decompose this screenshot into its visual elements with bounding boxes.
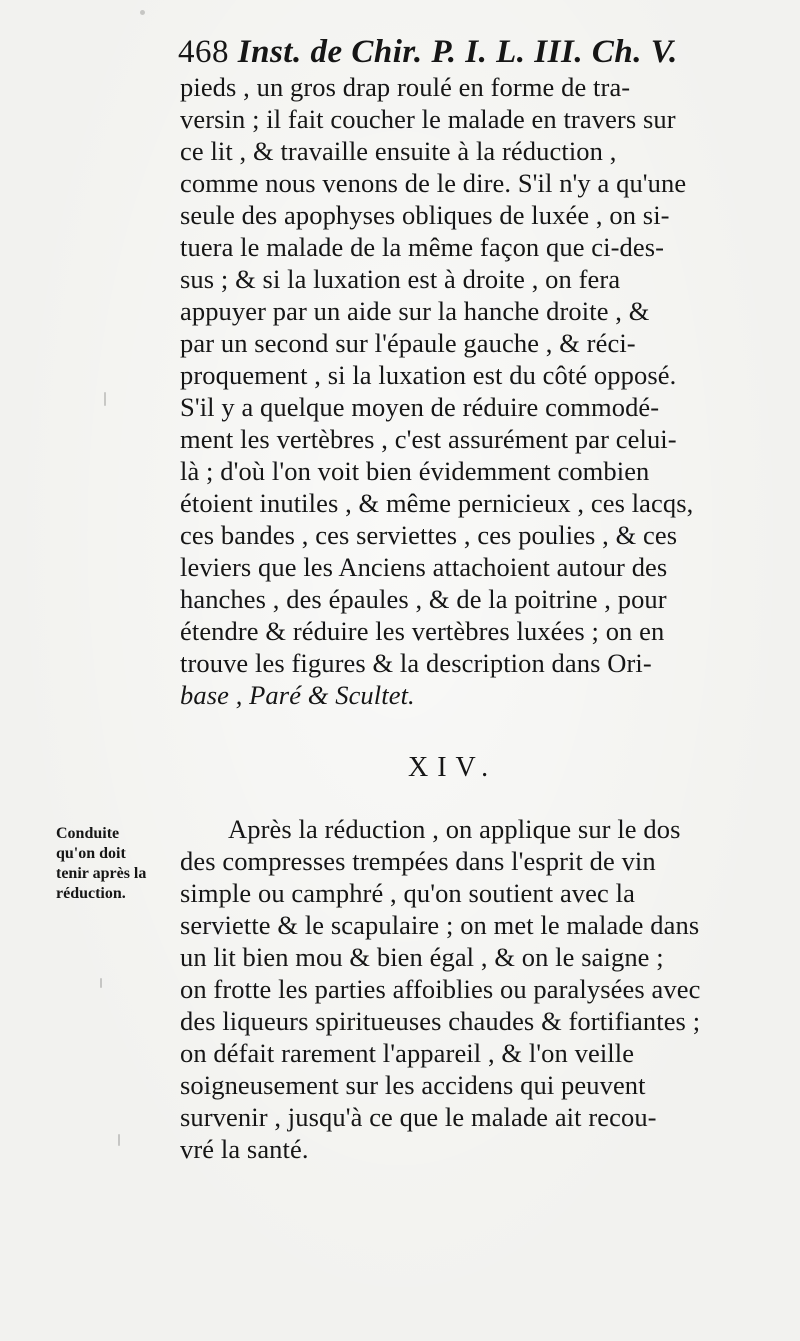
text-line: leviers que les Anciens attachoient autour des [180,552,668,582]
text-line: Après la réduction , on applique sur le dos [228,814,681,844]
text-line: vré la santé. [180,1134,309,1164]
text-line: versin ; il fait coucher le malade en travers sur [180,104,676,134]
marginal-note-line: qu'on doit [56,845,126,862]
text-line: comme nous venons de le dire. S'il n'y a qu'une [180,168,687,198]
text-line: étendre & réduire les vertèbres luxées ; on en [180,616,665,646]
text-line: des compresses trempées dans l'esprit de vin [180,846,656,876]
paper-speck [140,10,145,15]
text-line: pieds , un gros drap roulé en forme de tra- [180,72,631,102]
marginal-note [56,824,182,904]
text-line: simple ou camphré , qu'on soutient avec la [180,878,635,908]
marginal-note-line: tenir après la [56,865,147,882]
text-line: serviette & le scapulaire ; on met le malade dans [180,910,700,940]
text-line: sus ; & si la luxation est à droite , on fera [180,264,621,294]
marginal-note-line: réduction. [56,885,126,902]
text-line: ment les vertèbres , c'est assurément par celui- [180,424,677,454]
marginal-note-line: Conduite [56,825,120,842]
text-line: tuera le malade de la même façon que ci-des- [180,232,665,262]
text-line: soigneusement sur les accidens qui peuvent [180,1070,646,1100]
text-line: hanches , des épaules , & de la poitrine , pour [180,584,667,614]
paper-speck [100,978,102,988]
text-line: là ; d'où l'on voit bien évidemment combien [180,456,650,486]
text-line: appuyer par un aide sur la hanche droite , & [180,296,650,326]
running-head [178,34,778,71]
paper-speck [104,392,106,406]
text-line: des liqueurs spiritueuses chaudes & fortifiantes ; [180,1006,701,1036]
text-line: on défait rarement l'appareil , & l'on veille [180,1038,635,1068]
text-line: base , Paré & Scultet. [180,680,415,710]
text-line: S'il y a quelque moyen de réduire commodé- [180,392,660,422]
text-line: trouve les figures & la description dans Ori- [180,648,652,678]
text-line: on frotte les parties affoiblies ou paralysées avec [180,974,701,1004]
text-line: par un second sur l'épaule gauche , & réci- [180,328,636,358]
text-line: ce lit , & travaille ensuite à la réduction , [180,136,617,166]
text-line: survenir , jusqu'à ce que le malade ait recou- [180,1102,657,1132]
section-heading: XIV. [408,752,498,783]
text-line: ces bandes , ces serviettes , ces poulies , & ces [180,520,678,550]
running-title: Inst. de Chir. P. I. L. III. Ch. V. [237,34,678,70]
page-number: 468 [178,34,229,70]
text-line: étoient inutiles , & même pernicieux , ces lacqs, [180,488,694,518]
text-line: un lit bien mou & bien égal , & on le saigne ; [180,942,664,972]
text-line: seule des apophyses obliques de luxée , on si- [180,200,670,230]
paper-speck [118,1134,120,1146]
text-line: proquement , si la luxation est du côté opposé. [180,360,677,390]
